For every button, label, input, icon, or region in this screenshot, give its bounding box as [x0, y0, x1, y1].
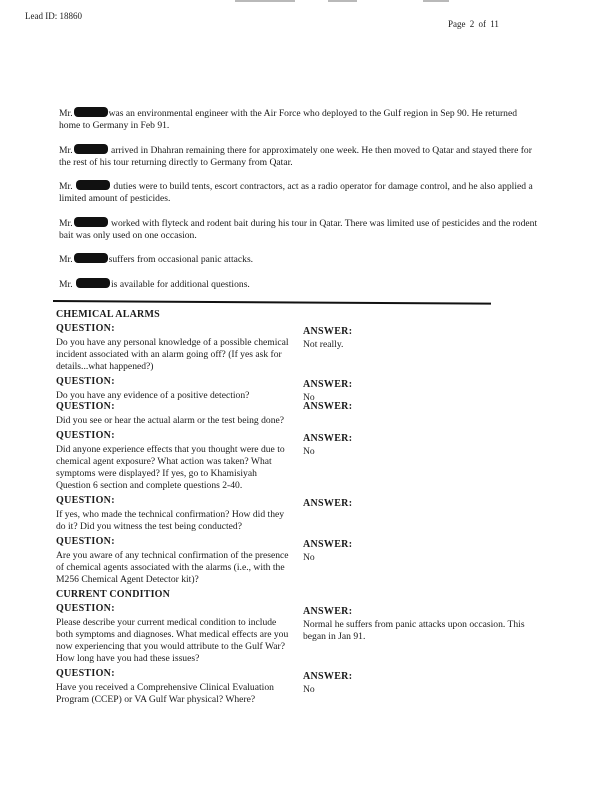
narrative-paragraph — [59, 144, 539, 169]
honorific: Mr. — [59, 254, 73, 265]
question-text: Do you have any personal knowledge of a possible chemical incident associated with an alarm going off? (If yes ask for details...what happened?) — [56, 337, 289, 372]
honorific: Mr. — [59, 217, 73, 229]
answer-label: ANSWER: — [303, 326, 353, 337]
question-text: Did anyone experience effects that you thought were due to chemical agent exposure? What action was taken? What symptoms were displayed? If yes, go to Khamisiyah Question 6 section and complete questions 2-40. — [56, 444, 285, 491]
question-block — [56, 401, 303, 427]
answer-block — [303, 668, 533, 706]
question-text: Are you aware of any technical confirmation of the presence of chemical agents associated with the alarms (i.e., with the M256 Chemical Agent Detector kit)? — [56, 550, 289, 585]
answer-block — [303, 495, 533, 533]
answer-label: ANSWER: — [303, 433, 353, 444]
question-label: QUESTION: — [56, 376, 115, 387]
question-label: QUESTION: — [56, 323, 115, 334]
answer-label: ANSWER: — [303, 606, 353, 617]
narrative-paragraph — [59, 107, 539, 132]
answer-block — [303, 401, 533, 427]
scan-mark — [235, 0, 295, 2]
question-text: Did you see or hear the actual alarm or the test being done? — [56, 415, 285, 426]
answer-text: No — [303, 684, 315, 695]
questionnaire — [56, 309, 536, 709]
qa-row — [56, 668, 536, 706]
section-title-current-condition: CURRENT CONDITION — [56, 589, 171, 600]
paragraph-text: arrived in Dhahran remaining there for approximately one week. He then moved to Qatar and stayed there for the rest of his tour returning directly to Germany from Qatar. — [59, 144, 532, 168]
answer-label: ANSWER: — [303, 671, 353, 682]
qa-row — [56, 430, 536, 492]
question-text: If yes, who made the technical confirmation? How did they do it? Did you witness the test being conducted? — [56, 509, 285, 532]
answer-label: ANSWER: — [303, 498, 353, 509]
question-label: QUESTION: — [56, 603, 115, 614]
paragraph-text: was an environmental engineer with the Air Force who deployed to the Gulf region in Sep 90. He returned home to Germany in Feb 91. — [59, 108, 518, 131]
answer-block — [303, 536, 533, 586]
answer-block — [303, 603, 533, 665]
narrative-paragraph — [59, 217, 539, 242]
qa-row — [56, 495, 536, 533]
redaction-mark — [74, 217, 108, 227]
answer-text: No — [303, 392, 315, 403]
redaction-mark — [74, 107, 108, 117]
narrative-summary — [59, 107, 539, 302]
paragraph-text: suffers from occasional panic attacks. — [108, 254, 254, 265]
qa-row — [56, 376, 536, 404]
honorific: Mr. — [59, 108, 73, 119]
honorific: Mr. — [59, 278, 73, 290]
answer-label: ANSWER: — [303, 539, 353, 550]
narrative-paragraph — [59, 180, 539, 205]
answer-label: ANSWER: — [303, 401, 353, 412]
answer-block — [303, 430, 533, 492]
scan-mark — [423, 0, 449, 2]
question-label: QUESTION: — [56, 668, 115, 679]
section-title-chemical-alarms: CHEMICAL ALARMS — [56, 309, 160, 320]
honorific: Mr. — [59, 144, 73, 156]
paragraph-text: duties were to build tents, escort contractors, act as a radio operator for damage control, and he also applied a limited amount of pesticides. — [59, 181, 533, 204]
narrative-paragraph — [59, 278, 539, 291]
redaction-mark — [76, 180, 110, 190]
redaction-mark — [74, 144, 108, 154]
paragraph-text: is available for additional questions. — [111, 278, 250, 290]
paragraph-text: worked with flyteck and rodent bait during his tour in Qatar. There was limited use of pesticides and the rodent bait was only used on one occasion. — [59, 217, 538, 241]
lead-id: Lead ID: 18860 — [25, 11, 82, 21]
question-block — [56, 603, 303, 665]
question-label: QUESTION: — [56, 495, 115, 506]
honorific: Mr. — [59, 181, 73, 192]
narrative-paragraph — [59, 253, 539, 266]
question-text: Please describe your current medical condition to include both symptoms and diagnoses. What medical effects are you now experiencing that you would attribute to the Gulf War? How long have you had these issues? — [56, 617, 289, 664]
question-block — [56, 495, 303, 533]
answer-text: Not really. — [303, 339, 344, 350]
qa-row — [56, 401, 536, 427]
page-number: Page 2 of 11 — [448, 19, 499, 29]
question-label: QUESTION: — [56, 536, 115, 547]
answer-text: No — [303, 552, 315, 563]
answer-text: Normal he suffers from panic attacks upon occasion. This began in Jan 91. — [303, 619, 525, 642]
question-label: QUESTION: — [56, 401, 115, 412]
question-block — [56, 430, 303, 492]
question-text: Have you received a Comprehensive Clinical Evaluation Program (CCEP) or VA Gulf War physical? Where? — [56, 682, 274, 705]
question-block — [56, 323, 303, 373]
scan-mark — [328, 0, 357, 2]
question-label: QUESTION: — [56, 430, 115, 441]
question-text: Do you have any evidence of a positive detection? — [56, 390, 250, 401]
answer-block — [303, 323, 533, 373]
qa-row — [56, 323, 536, 373]
redaction-mark — [74, 253, 108, 263]
answer-label: ANSWER: — [303, 379, 353, 390]
question-block — [56, 376, 303, 404]
qa-row — [56, 536, 536, 586]
answer-text: No — [303, 446, 315, 457]
question-block — [56, 536, 303, 586]
question-block — [56, 668, 303, 706]
qa-row — [56, 603, 536, 665]
redaction-mark — [76, 278, 110, 288]
answer-block — [303, 376, 533, 404]
